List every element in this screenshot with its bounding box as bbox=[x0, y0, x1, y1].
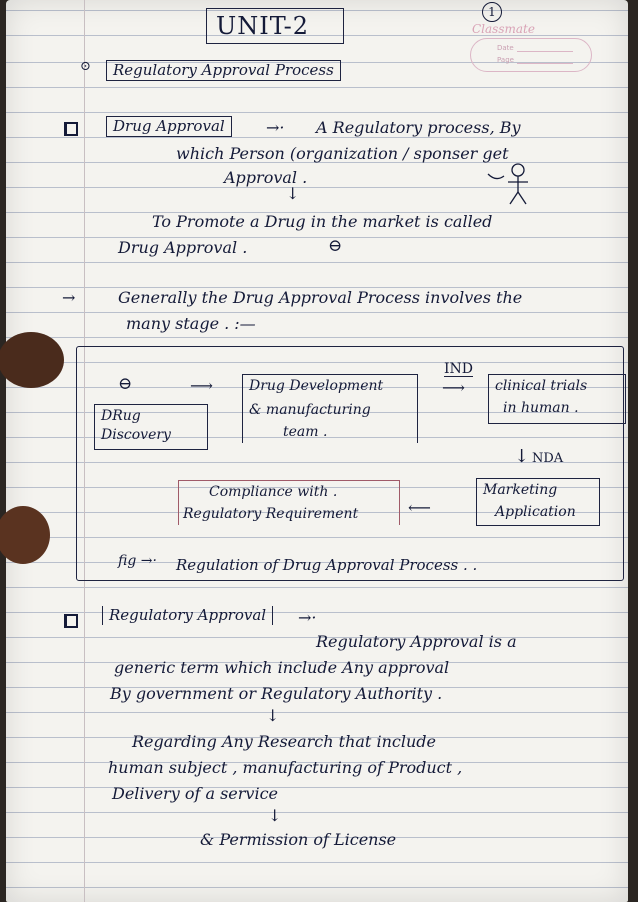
compliance-box bbox=[178, 480, 400, 525]
development-line: Drug Development bbox=[249, 378, 384, 394]
compliance-line: Compliance with . bbox=[209, 484, 338, 500]
down-arrow-icon: ↓ bbox=[268, 806, 282, 825]
left-arrow-icon: ⟵ bbox=[408, 498, 431, 517]
notebook-page bbox=[6, 0, 628, 902]
square-bullet-icon bbox=[64, 122, 78, 136]
text-line: & Permission of License bbox=[200, 830, 397, 849]
section-title: Regulatory Approval Process bbox=[106, 60, 341, 81]
capsule-icon: ⊖ bbox=[118, 374, 133, 394]
brand-logo: Classmate bbox=[472, 22, 535, 36]
marketing-line: Marketing bbox=[483, 482, 558, 498]
finger-shadow bbox=[0, 332, 64, 388]
text-line: generic term which include Any approval bbox=[114, 658, 450, 677]
term-drug-approval: Drug Approval bbox=[106, 116, 232, 137]
figure-caption: Regulation of Drug Approval Process . . bbox=[176, 556, 478, 574]
nda-label: NDA bbox=[532, 451, 564, 466]
discovery-box: DRug Discovery bbox=[94, 404, 208, 450]
text-line: Approval . bbox=[224, 168, 308, 187]
arrow-icon: →· bbox=[298, 608, 317, 627]
compliance-line: Regulatory Requirement bbox=[183, 506, 359, 522]
arrow-icon: ⟶ bbox=[442, 378, 465, 397]
page-label: Page bbox=[497, 56, 514, 64]
text-line: Regarding Any Research that include bbox=[132, 732, 436, 751]
square-bullet-icon bbox=[64, 614, 78, 628]
person-icon bbox=[486, 160, 536, 210]
text-line: Regulatory Approval is a bbox=[316, 632, 517, 651]
page-number: 1 bbox=[482, 2, 502, 22]
term-regulatory-approval: Regulatory Approval bbox=[102, 606, 273, 625]
down-arrow-icon: ↓ bbox=[286, 184, 300, 203]
development-box bbox=[242, 374, 418, 443]
text-line: which Person (organization / sponser get bbox=[176, 144, 509, 163]
date-line bbox=[517, 51, 573, 52]
arrow-icon: ⟶ bbox=[190, 376, 213, 395]
text-line: many stage . :— bbox=[126, 314, 256, 333]
text-line: To Promote a Drug in the market is called bbox=[152, 212, 493, 231]
clinical-line: in human . bbox=[503, 400, 579, 416]
clinical-line: clinical trials bbox=[495, 378, 588, 394]
development-line: team . bbox=[283, 424, 328, 440]
arrow-icon: → bbox=[62, 288, 76, 307]
clinical-trials-box bbox=[488, 374, 626, 424]
arrow-icon: →· bbox=[266, 118, 285, 137]
text-line: human subject , manufacturing of Product , bbox=[108, 758, 463, 777]
development-line: & manufacturing bbox=[249, 402, 371, 418]
date-label: Date bbox=[497, 44, 514, 52]
date-page-stamp bbox=[470, 38, 592, 72]
text-line: A Regulatory process, By bbox=[316, 118, 521, 137]
text-line: By government or Regulatory Authority . bbox=[110, 684, 443, 703]
finger-shadow bbox=[0, 506, 50, 564]
ind-label: IND bbox=[444, 361, 474, 377]
text-line: Delivery of a service bbox=[112, 784, 278, 803]
marketing-box bbox=[476, 478, 600, 526]
capsule-icon: ⊖ bbox=[328, 236, 343, 256]
down-arrow-icon: ↓ bbox=[514, 446, 530, 467]
down-arrow-icon: ↓ bbox=[266, 706, 280, 725]
page-line bbox=[517, 63, 573, 64]
text-line: Drug Approval . bbox=[118, 238, 248, 257]
figure-label: fig →· bbox=[118, 553, 157, 569]
marketing-line: Application bbox=[495, 504, 576, 520]
text-line: Generally the Drug Approval Process involves the bbox=[118, 288, 523, 307]
circle-bullet-icon: ⊙ bbox=[80, 59, 91, 74]
unit-title: UNIT-2 bbox=[216, 12, 309, 40]
